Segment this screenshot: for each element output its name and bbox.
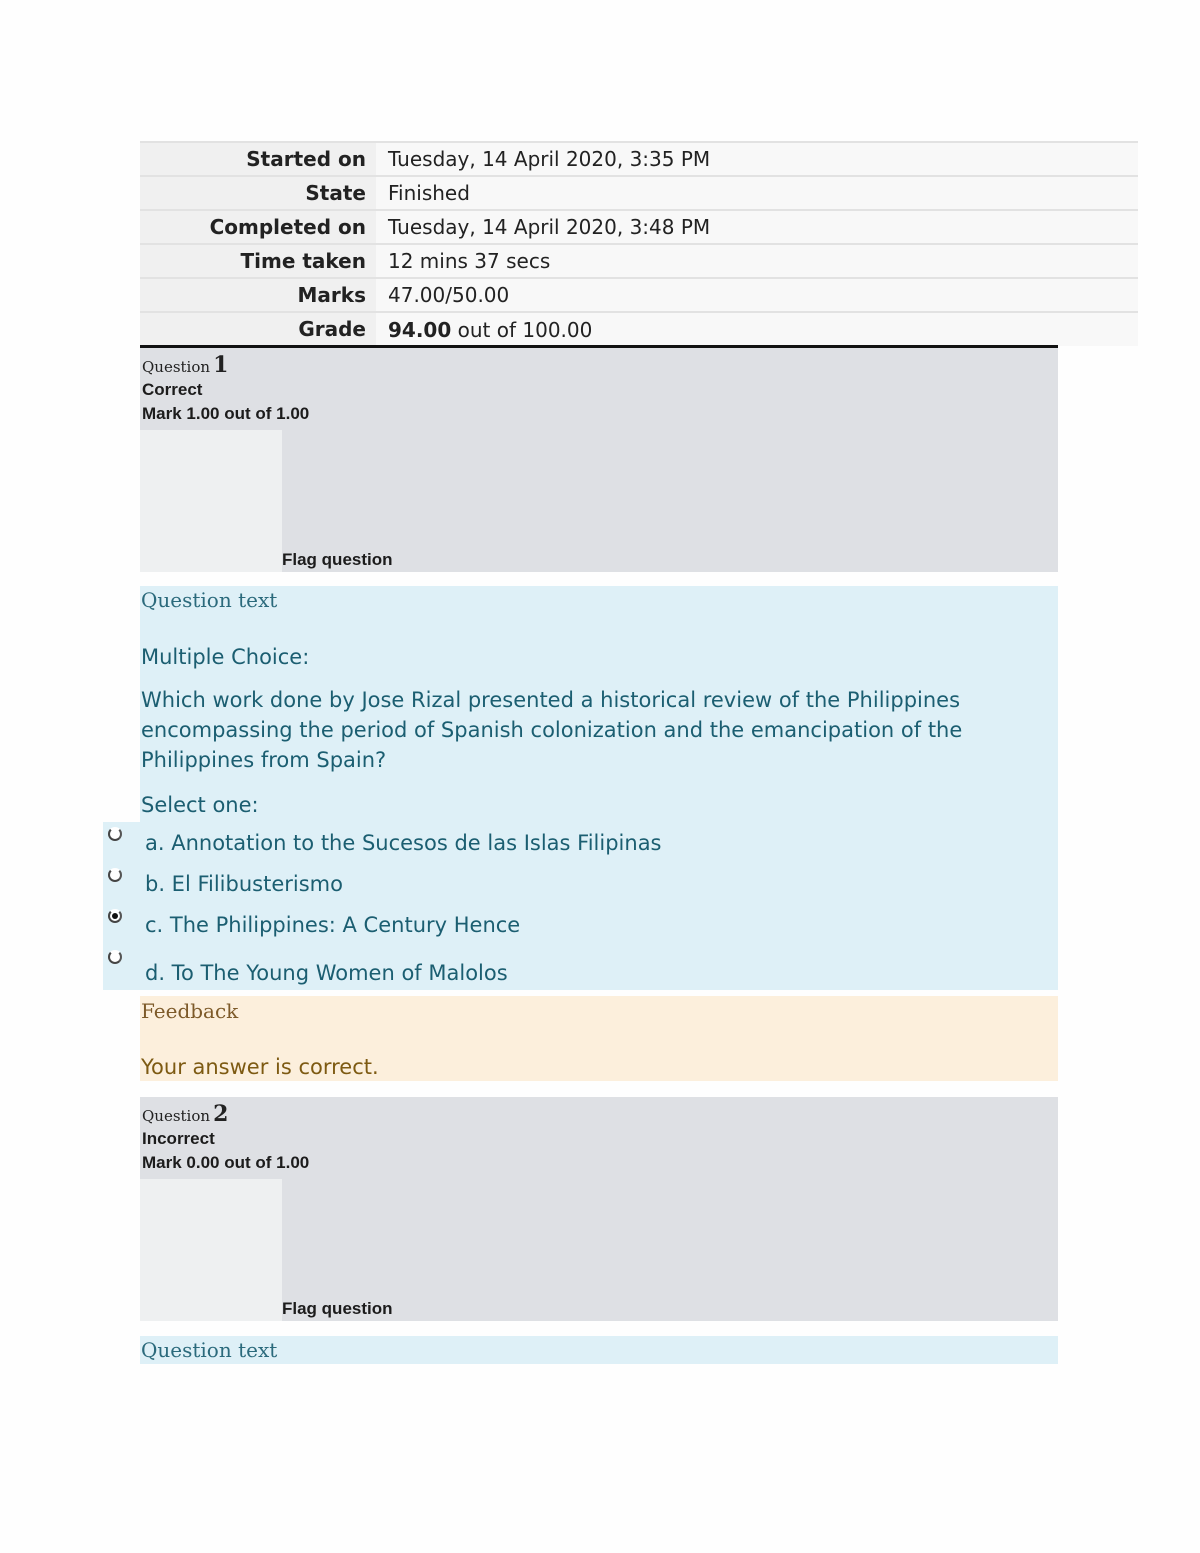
- question-prompt: Which work done by Jose Rizal presented a historical review of the Philippines encompassing the period of Spanish colonization and the emancipation of the Philippines from Spain?: [141, 688, 963, 772]
- summary-row-grade: [140, 312, 1138, 346]
- select-one-label: Select one:: [141, 793, 259, 817]
- answer-option-d[interactable]: d. To The Young Women of Malolos: [145, 961, 508, 985]
- question-state: Correct: [142, 380, 203, 399]
- summary-row-time-taken: [140, 244, 1138, 278]
- flag-question-link[interactable]: Flag question: [282, 1299, 393, 1318]
- summary-value: Tuesday, 14 April 2020, 3:48 PM: [376, 210, 1138, 244]
- radio-option-a[interactable]: [108, 827, 122, 841]
- question-1-radio-area: [103, 822, 143, 990]
- summary-value: 12 mins 37 secs: [376, 244, 1138, 278]
- grade-score: 94.00: [388, 317, 452, 342]
- flag-question-link[interactable]: Flag question: [282, 550, 393, 569]
- question-prefix: Question: [142, 1107, 211, 1125]
- question-prefix: Question: [142, 358, 211, 376]
- radio-option-b[interactable]: [108, 868, 122, 882]
- question-text-heading: Question text: [141, 1338, 278, 1362]
- summary-value: [376, 312, 1138, 346]
- question-number: [142, 1101, 228, 1127]
- summary-row-completed: [140, 210, 1138, 244]
- summary-label: Started on: [140, 142, 376, 176]
- feedback-text: Your answer is correct.: [141, 1055, 379, 1079]
- info-panel-shade: [140, 1179, 282, 1321]
- summary-row-state: [140, 176, 1138, 210]
- question-1-info: [140, 348, 1058, 572]
- summary-row-marks: [140, 278, 1138, 312]
- question-2-content: [140, 1336, 1058, 1364]
- summary-value: 47.00/50.00: [376, 278, 1138, 312]
- radio-option-d[interactable]: [108, 950, 122, 964]
- summary-label: State: [140, 176, 376, 210]
- question-state: Incorrect: [142, 1129, 215, 1148]
- question-number-value: 1: [213, 352, 229, 378]
- question-type-label: Multiple Choice:: [141, 645, 310, 669]
- question-mark: Mark 1.00 out of 1.00: [142, 404, 310, 423]
- summary-label: Completed on: [140, 210, 376, 244]
- radio-option-c-selected[interactable]: [108, 909, 122, 923]
- question-number-value: 2: [213, 1101, 229, 1127]
- question-number: [142, 352, 228, 378]
- summary-label: Marks: [140, 278, 376, 312]
- question-2-info: [140, 1097, 1058, 1321]
- answer-option-a[interactable]: a. Annotation to the Sucesos de las Islas Filipinas: [145, 831, 662, 855]
- info-panel-shade: [140, 430, 282, 572]
- summary-label: Grade: [140, 312, 376, 346]
- answer-option-c[interactable]: c. The Philippines: A Century Hence: [145, 913, 521, 937]
- answer-option-b[interactable]: b. El Filibusterismo: [145, 872, 343, 896]
- summary-value: Tuesday, 14 April 2020, 3:35 PM: [376, 142, 1138, 176]
- feedback-heading: Feedback: [141, 999, 239, 1023]
- question-text-heading: Question text: [141, 588, 278, 612]
- summary-value: Finished: [376, 176, 1138, 210]
- grade-suffix: out of 100.00: [451, 317, 593, 342]
- attempt-summary-table: [140, 141, 1138, 348]
- summary-row-started: [140, 142, 1138, 176]
- summary-label: Time taken: [140, 244, 376, 278]
- question-mark: Mark 0.00 out of 1.00: [142, 1153, 310, 1172]
